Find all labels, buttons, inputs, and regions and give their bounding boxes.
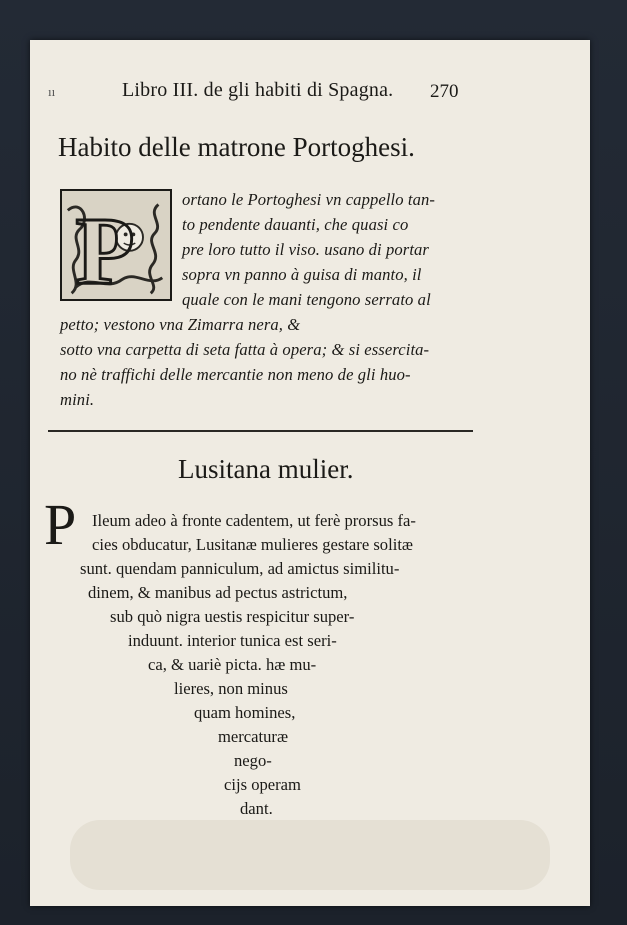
latin-line-2: cies obducatur, Lusitanæ mulieres gestare solitæ bbox=[92, 535, 413, 554]
page-number: 270 bbox=[430, 81, 459, 102]
italian-line-5: quale con le mani tengono serrato al bbox=[182, 290, 431, 309]
running-header: Libro III. de gli habiti di Spagna. bbox=[122, 79, 394, 101]
latin-line-6: induunt. interior tunica est seri- bbox=[128, 631, 337, 650]
latin-line-8: lieres, non minus bbox=[174, 679, 288, 698]
ornament-icon bbox=[62, 191, 170, 299]
latin-line-4: dinem, & manibus ad pectus astrictum, bbox=[88, 583, 348, 602]
latin-line-13: dant. bbox=[240, 799, 273, 818]
italian-line-6: petto; vestono vna Zimarra nera, & bbox=[60, 315, 301, 334]
latin-line-10: mercaturæ bbox=[218, 727, 289, 746]
section-divider-dash bbox=[455, 430, 473, 432]
latin-line-7: ca, & uariè picta. hæ mu- bbox=[148, 655, 317, 674]
italian-line-8: no nè traffichi delle mercantie non meno de gli huo- bbox=[60, 365, 411, 384]
paper-stain bbox=[70, 820, 550, 890]
italian-line-9: mini. bbox=[60, 390, 95, 409]
book-page bbox=[30, 40, 590, 906]
latin-line-9: quam homines, bbox=[194, 703, 296, 722]
margin-mark: ıı bbox=[48, 84, 56, 99]
latin-title: Lusitana mulier. bbox=[178, 454, 354, 484]
section-divider bbox=[48, 430, 470, 432]
italian-line-3: pre loro tutto il viso. usano di portar bbox=[182, 240, 429, 259]
italian-line-4: sopra vn panno à guisa di manto, il bbox=[182, 265, 422, 284]
latin-line-5: sub quò nigra uestis respicitur super- bbox=[110, 607, 355, 626]
latin-line-11: nego- bbox=[234, 751, 272, 770]
svg-text:P: P bbox=[75, 197, 135, 299]
latin-initial-p: P bbox=[44, 492, 77, 557]
italian-line-2: to pendente dauanti, che quasi co bbox=[182, 215, 409, 234]
italian-line-1: ortano le Portoghesi vn cappello tan- bbox=[182, 190, 436, 209]
decorated-initial-p bbox=[60, 189, 172, 301]
latin-line-12: cijs operam bbox=[224, 775, 301, 794]
section-title: Habito delle matrone Portoghesi. bbox=[58, 132, 415, 162]
latin-line-1: Ileum adeo à fronte cadentem, ut ferè prorsus fa- bbox=[92, 511, 416, 530]
italian-line-7: sotto vna carpetta di seta fatta à opera; & si essercita- bbox=[60, 340, 430, 359]
latin-line-3: sunt. quendam panniculum, ad amictus similitu- bbox=[80, 559, 400, 578]
